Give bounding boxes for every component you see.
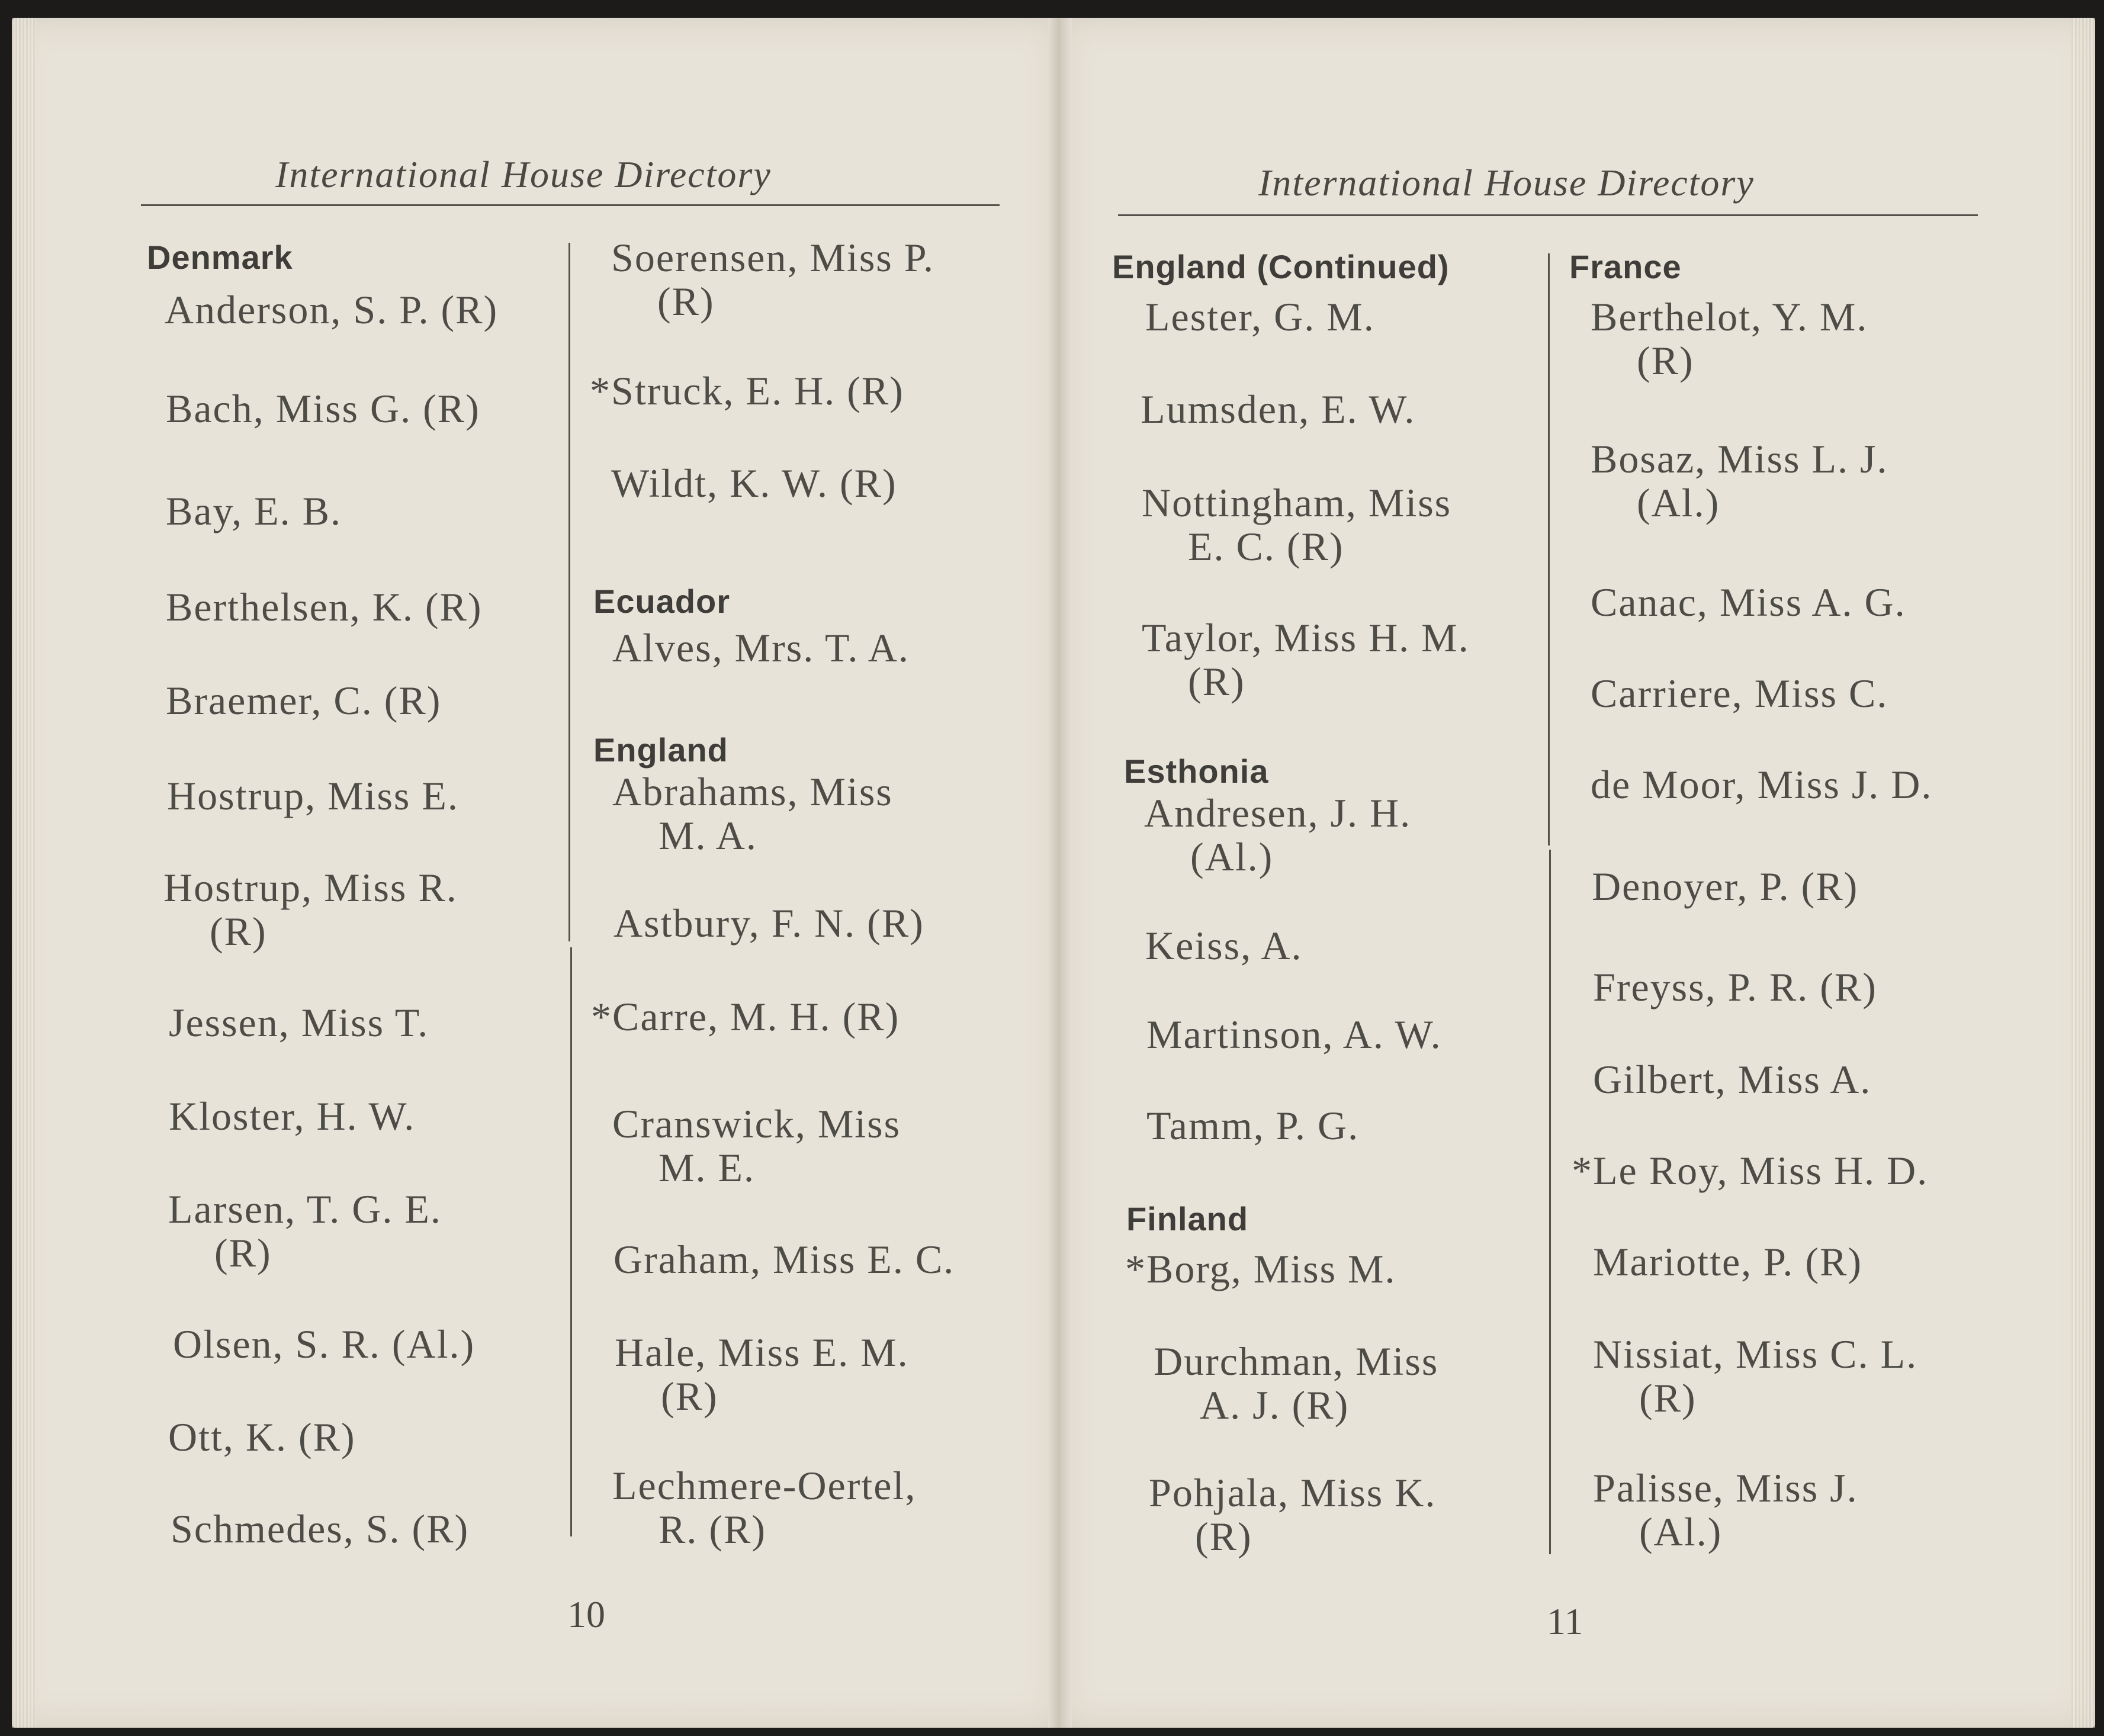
column-divider-right <box>1548 253 1550 846</box>
country-heading: Esthonia <box>1124 753 1269 790</box>
country-heading: England <box>593 731 728 769</box>
page-edge-right <box>2071 18 2095 1728</box>
list-item: Soerensen, Miss P. (R) <box>611 235 935 324</box>
list-item: Bach, Miss G. (R) <box>166 386 480 431</box>
list-item: Astbury, F. N. (R) <box>613 901 924 946</box>
country-heading: Finland <box>1126 1200 1249 1237</box>
list-item: *Le Roy, Miss H. D. <box>1572 1148 1929 1193</box>
page-number: 11 <box>1547 1600 1583 1642</box>
country-heading: Ecuador <box>593 583 731 620</box>
header-rule-right <box>1118 214 1978 216</box>
country-heading: England (Continued) <box>1112 248 1450 285</box>
country-heading: Denmark <box>147 239 293 276</box>
page-number: 10 <box>567 1593 605 1635</box>
list-item: Freyss, P. R. (R) <box>1593 965 1877 1010</box>
running-head-left: International House Directory <box>275 153 772 195</box>
list-item: de Moor, Miss J. D. <box>1591 762 1933 807</box>
list-item: Bosaz, Miss L. J. (Al.) <box>1591 436 1888 525</box>
list-item: *Carre, M. H. (R) <box>591 994 900 1039</box>
list-item: Taylor, Miss H. M. (R) <box>1142 615 1470 704</box>
list-item: Mariotte, P. (R) <box>1593 1239 1863 1284</box>
list-item: Cranswick, Miss M. E. <box>612 1101 901 1190</box>
list-item: Lechmere-Oertel, R. (R) <box>612 1463 917 1552</box>
column-divider-left-lower <box>570 947 572 1536</box>
list-item: Keiss, A. <box>1145 923 1303 968</box>
list-item: Berthelsen, K. (R) <box>166 584 483 629</box>
list-item: Denoyer, P. (R) <box>1592 864 1859 909</box>
list-item: Olsen, S. R. (Al.) <box>173 1322 476 1367</box>
list-item: Lumsden, E. W. <box>1141 387 1416 432</box>
list-item: *Struck, E. H. (R) <box>590 368 904 413</box>
list-item: *Borg, Miss M. <box>1125 1246 1396 1291</box>
list-item: Pohjala, Miss K. (R) <box>1149 1470 1437 1559</box>
list-item: Tamm, P. G. <box>1146 1103 1360 1148</box>
list-item: Wildt, K. W. (R) <box>611 461 897 506</box>
list-item: Larsen, T. G. E. (R) <box>168 1187 442 1275</box>
list-item: Lester, G. M. <box>1145 294 1375 339</box>
list-item: Bay, E. B. <box>166 488 342 533</box>
list-item: Berthelot, Y. M. (R) <box>1591 294 1868 383</box>
list-item: Carriere, Miss C. <box>1591 671 1888 716</box>
list-item: Schmedes, S. (R) <box>171 1506 470 1551</box>
list-item: Hale, Miss E. M. (R) <box>615 1330 909 1419</box>
column-divider-right-lower <box>1549 850 1551 1554</box>
list-item: Kloster, H. W. <box>169 1094 416 1139</box>
list-item: Hostrup, Miss R. (R) <box>163 865 458 954</box>
list-item: Durchman, Miss A. J. (R) <box>1154 1339 1439 1428</box>
list-item: Graham, Miss E. C. <box>613 1237 955 1282</box>
list-item: Nottingham, Miss E. C. (R) <box>1142 480 1452 569</box>
list-item: Andresen, J. H. (Al.) <box>1144 790 1412 879</box>
list-item: Canac, Miss A. G. <box>1591 580 1906 625</box>
list-item: Gilbert, Miss A. <box>1593 1057 1872 1102</box>
running-head-right: International House Directory <box>1258 162 1755 204</box>
list-item: Braemer, C. (R) <box>166 678 442 723</box>
book-gutter <box>1048 18 1072 1728</box>
country-heading: France <box>1569 248 1682 285</box>
header-rule-left <box>141 204 1000 206</box>
list-item: Anderson, S. P. (R) <box>165 287 499 332</box>
list-item: Nissiat, Miss C. L. (R) <box>1593 1332 1918 1420</box>
list-item: Hostrup, Miss E. <box>167 773 459 818</box>
list-item: Jessen, Miss T. <box>169 1000 429 1045</box>
list-item: Ott, K. (R) <box>168 1414 356 1459</box>
column-divider-left <box>568 243 570 941</box>
list-item: Alves, Mrs. T. A. <box>612 625 910 670</box>
list-item: Martinson, A. W. <box>1146 1012 1442 1057</box>
page-edge-left <box>12 18 36 1728</box>
list-item: Palisse, Miss J. (Al.) <box>1593 1465 1858 1554</box>
list-item: Abrahams, Miss M. A. <box>612 769 893 858</box>
